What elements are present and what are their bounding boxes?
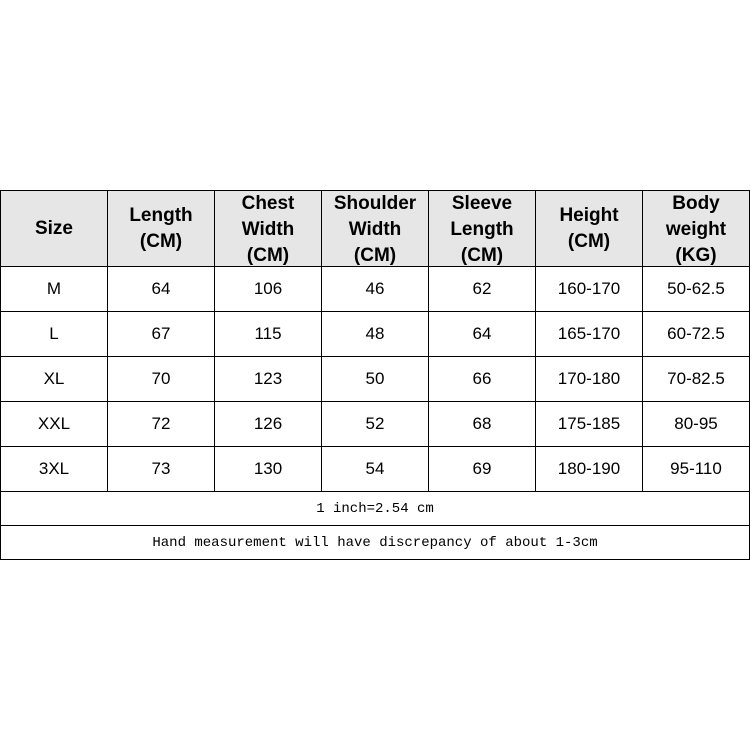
measurement-discrepancy-note: Hand measurement will have discrepancy of about 1-3cm xyxy=(1,526,750,560)
cell-shoulder-width: 52 xyxy=(322,402,429,447)
cell-height: 160-170 xyxy=(536,267,643,312)
cell-body-weight: 80-95 xyxy=(643,402,750,447)
cell-length: 67 xyxy=(108,312,215,357)
header-chest-width: Chest Width (CM) xyxy=(215,191,322,267)
cell-chest-width: 106 xyxy=(215,267,322,312)
header-row xyxy=(1,191,750,267)
table-row xyxy=(1,357,750,402)
header-sleeve-length: Sleeve Length (CM) xyxy=(429,191,536,267)
header-size: Size xyxy=(1,191,108,267)
table-row xyxy=(1,402,750,447)
cell-height: 180-190 xyxy=(536,447,643,492)
header-height: Height (CM) xyxy=(536,191,643,267)
cell-height: 165-170 xyxy=(536,312,643,357)
cell-length: 73 xyxy=(108,447,215,492)
cell-size: 3XL xyxy=(1,447,108,492)
cell-shoulder-width: 46 xyxy=(322,267,429,312)
cell-shoulder-width: 48 xyxy=(322,312,429,357)
cell-length: 70 xyxy=(108,357,215,402)
cell-body-weight: 60-72.5 xyxy=(643,312,750,357)
cell-sleeve-length: 68 xyxy=(429,402,536,447)
cell-height: 170-180 xyxy=(536,357,643,402)
cell-size: XL xyxy=(1,357,108,402)
cell-chest-width: 123 xyxy=(215,357,322,402)
cell-sleeve-length: 66 xyxy=(429,357,536,402)
header-length: Length (CM) xyxy=(108,191,215,267)
table-row xyxy=(1,447,750,492)
cell-body-weight: 70-82.5 xyxy=(643,357,750,402)
table-row xyxy=(1,267,750,312)
cell-size: M xyxy=(1,267,108,312)
cell-size: L xyxy=(1,312,108,357)
cell-shoulder-width: 50 xyxy=(322,357,429,402)
cell-sleeve-length: 64 xyxy=(429,312,536,357)
cell-chest-width: 126 xyxy=(215,402,322,447)
header-body-weight: Body weight (KG) xyxy=(643,191,750,267)
size-chart-table xyxy=(0,190,750,560)
cell-length: 72 xyxy=(108,402,215,447)
cell-chest-width: 115 xyxy=(215,312,322,357)
cell-size: XXL xyxy=(1,402,108,447)
cell-length: 64 xyxy=(108,267,215,312)
header-shoulder-width: Shoulder Width (CM) xyxy=(322,191,429,267)
note-row xyxy=(1,492,750,526)
cell-shoulder-width: 54 xyxy=(322,447,429,492)
table-row xyxy=(1,312,750,357)
cell-body-weight: 50-62.5 xyxy=(643,267,750,312)
inch-conversion-note: 1 inch=2.54 cm xyxy=(1,492,750,526)
cell-sleeve-length: 69 xyxy=(429,447,536,492)
cell-sleeve-length: 62 xyxy=(429,267,536,312)
cell-height: 175-185 xyxy=(536,402,643,447)
cell-chest-width: 130 xyxy=(215,447,322,492)
cell-body-weight: 95-110 xyxy=(643,447,750,492)
note-row xyxy=(1,526,750,560)
